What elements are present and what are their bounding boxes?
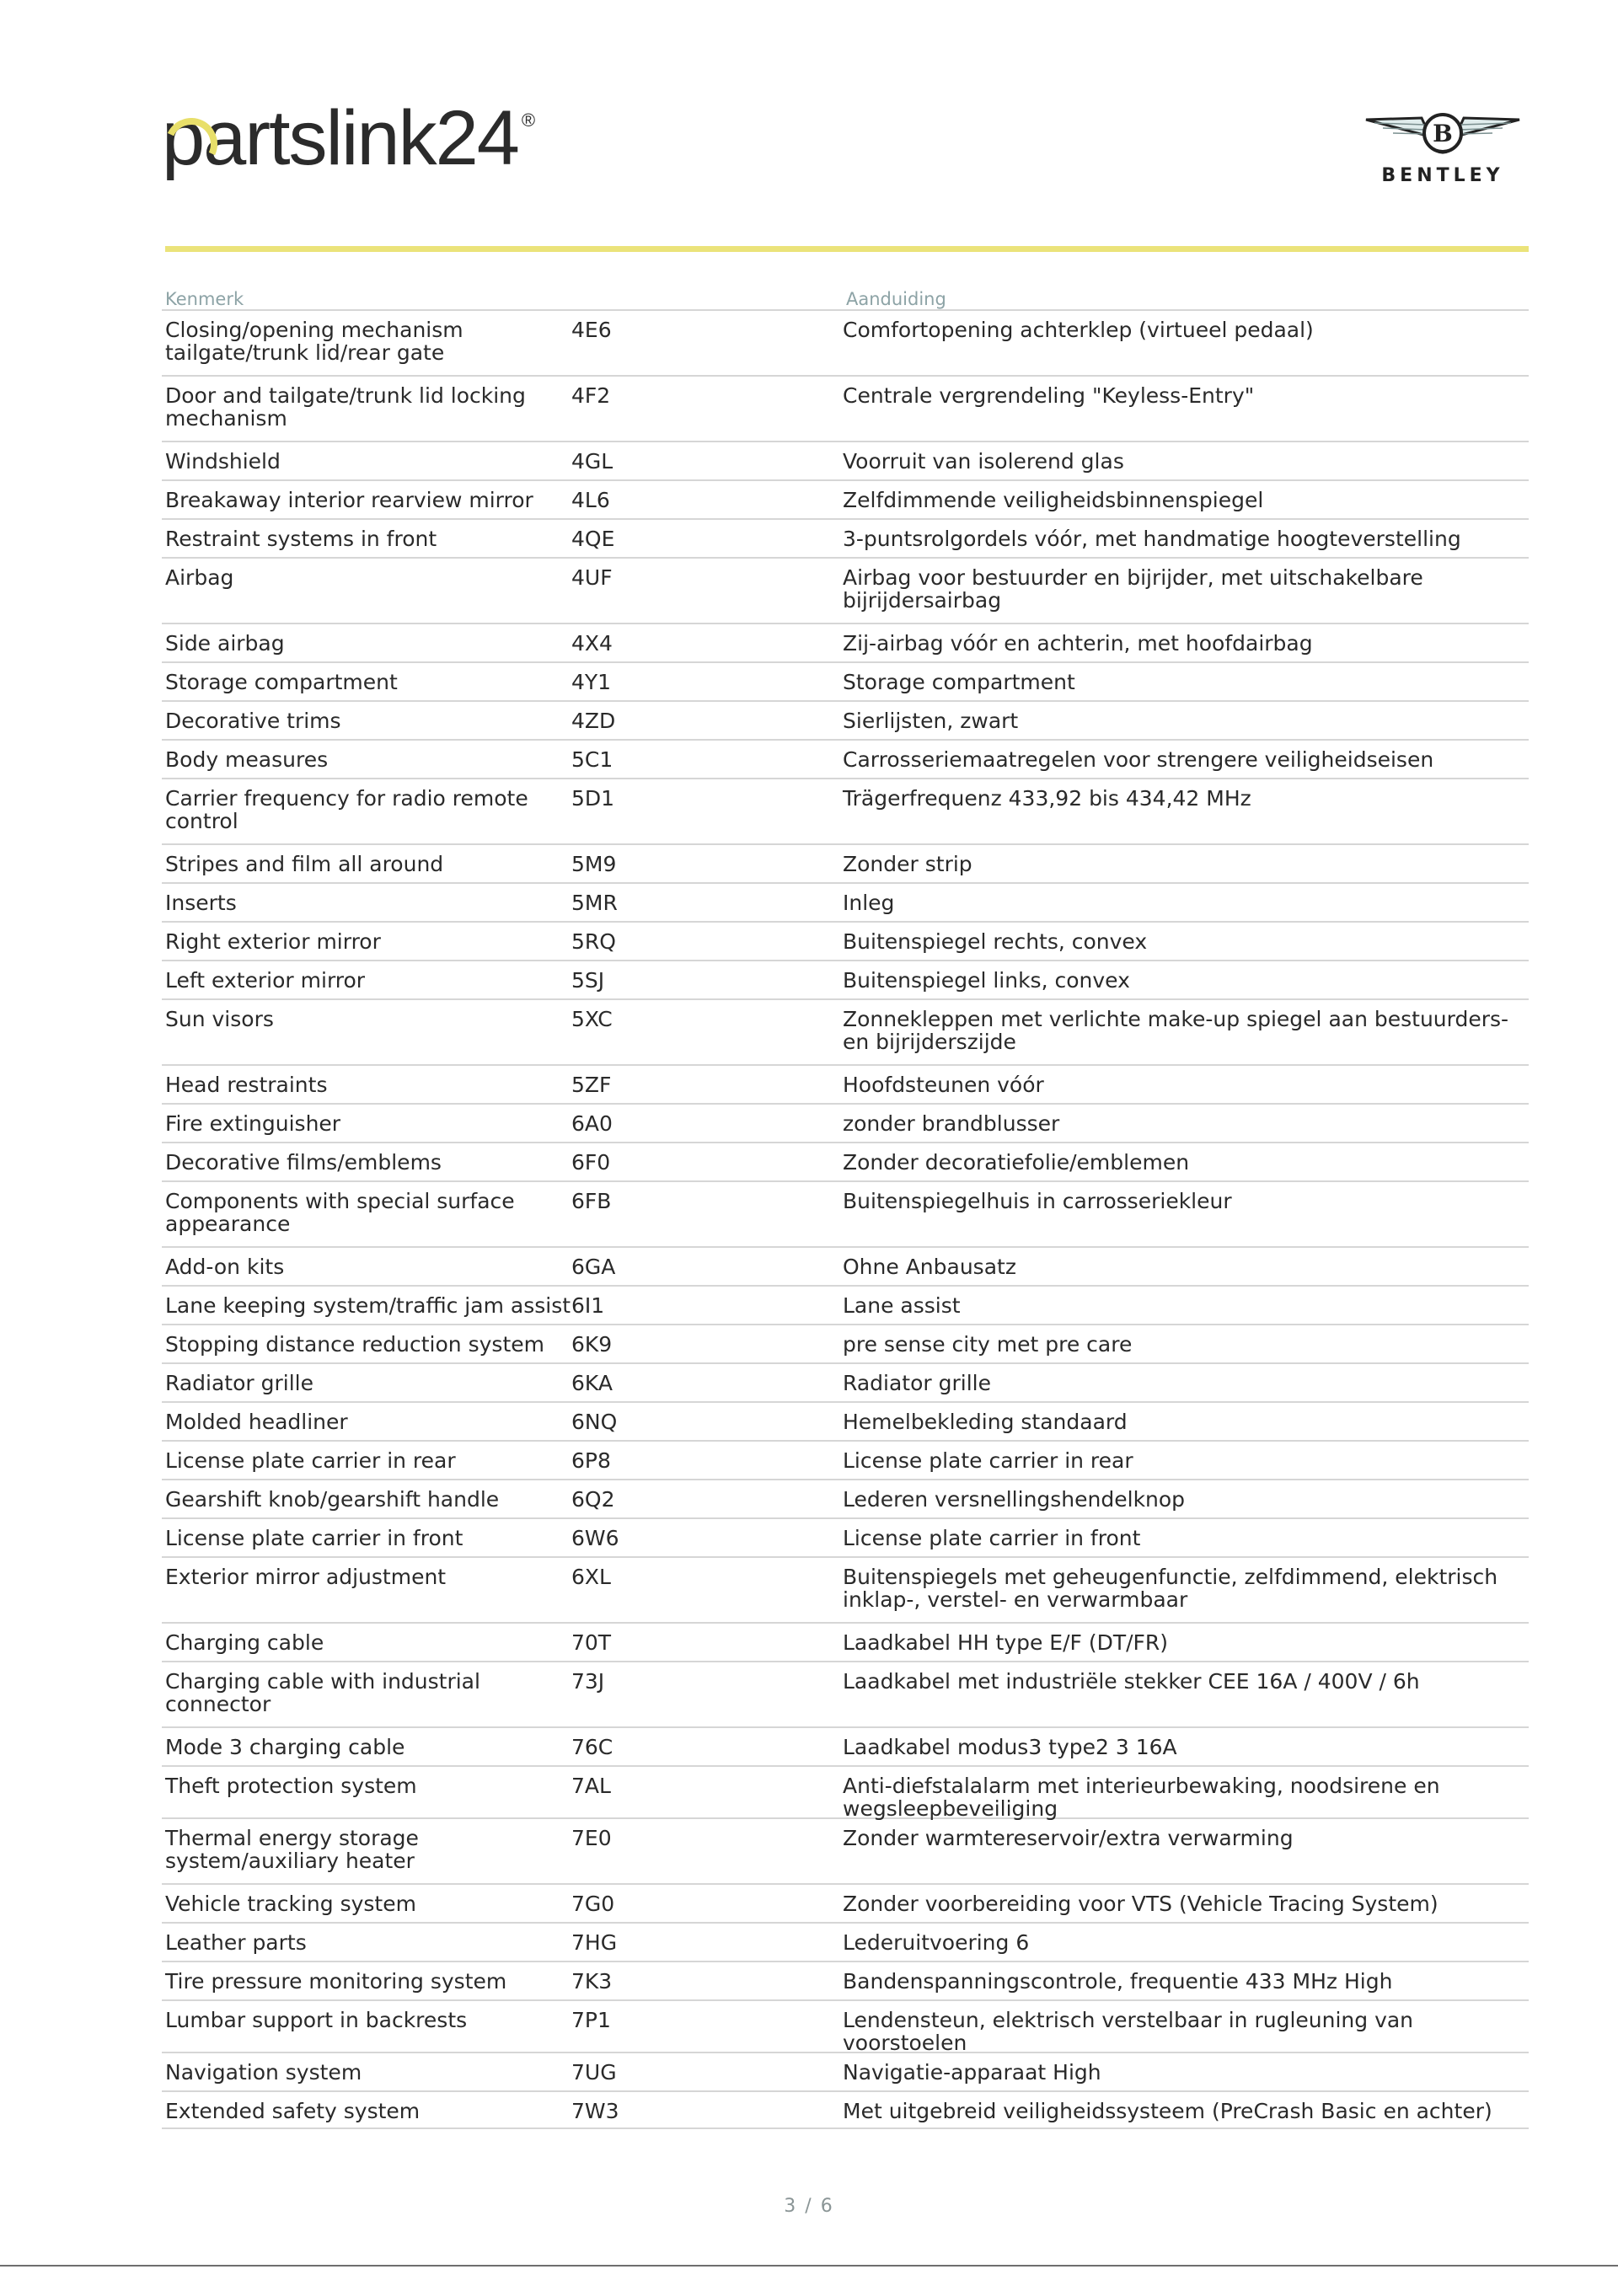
- table-row: [162, 441, 1529, 479]
- table-row: [162, 1922, 1529, 1961]
- option-code: 6GA: [571, 1255, 616, 1279]
- table-row: [162, 623, 1529, 661]
- header-divider: [165, 246, 1529, 252]
- option-code: 7HG: [571, 1930, 618, 1955]
- option-code: 6NQ: [571, 1410, 618, 1434]
- designation: Hoofdsteunen vóór: [843, 1073, 1044, 1097]
- feature-name: Theft protection system: [165, 1774, 417, 1798]
- table-row: [162, 778, 1529, 843]
- logo-wordmark: [162, 95, 534, 181]
- option-code: 7E0: [571, 1826, 612, 1850]
- feature-name: Mode 3 charging cable: [165, 1735, 405, 1759]
- designation: Zonder voorbereiding voor VTS (Vehicle Tracing System): [843, 1892, 1439, 1916]
- table-row: [162, 1103, 1529, 1142]
- brand-name: BENTLEY: [1381, 165, 1504, 186]
- designation: pre sense city met pre care: [843, 1332, 1133, 1357]
- table-row: [162, 1479, 1529, 1517]
- table-row: [162, 1661, 1529, 1726]
- table-row: [162, 1440, 1529, 1479]
- table-row: [162, 1999, 1529, 2055]
- table-row: [162, 1064, 1529, 1103]
- designation: Carrosseriemaatregelen voor strengere veiligheidseisen: [843, 747, 1434, 772]
- designation: Lendensteun, elektrisch verstelbaar in rugleuning van voorstoelen: [843, 2008, 1414, 2055]
- designation: Laadkabel HH type E/F (DT/FR): [843, 1630, 1169, 1655]
- option-code: 5RQ: [571, 929, 616, 954]
- feature-name: Closing/opening mechanism tailgate/trunk lid/rear gate: [165, 318, 463, 365]
- option-code: 6F0: [571, 1150, 611, 1175]
- registered-mark: ®: [521, 110, 534, 131]
- feature-name: Windshield: [165, 449, 281, 474]
- feature-name: Lumbar support in backrests: [165, 2008, 468, 2032]
- feature-name: Breakaway interior rearview mirror: [165, 488, 533, 512]
- feature-name: Carrier frequency for radio remote control: [165, 786, 528, 833]
- option-code: 4UF: [571, 565, 613, 590]
- option-code: 4ZD: [571, 709, 616, 733]
- table-row: [162, 882, 1529, 921]
- feature-name: License plate carrier in rear: [165, 1448, 456, 1473]
- bentley-wings-icon: [1363, 111, 1523, 158]
- option-code: 73J: [571, 1669, 605, 1694]
- feature-name: Right exterior mirror: [165, 929, 381, 954]
- table-row: [162, 661, 1529, 700]
- feature-name: Fire extinguisher: [165, 1111, 341, 1136]
- table-row: [162, 1142, 1529, 1180]
- table-row: [162, 375, 1529, 441]
- feature-name: Vehicle tracking system: [165, 1892, 416, 1916]
- bottom-rule: [0, 2265, 1618, 2267]
- designation: License plate carrier in rear: [843, 1448, 1133, 1473]
- feature-name: Decorative films/emblems: [165, 1150, 442, 1175]
- svg-text:B: B: [1433, 120, 1453, 147]
- partslink24-logo: [162, 95, 534, 209]
- table-row: [162, 1765, 1529, 1821]
- column-header-feature: Kenmerk: [165, 289, 244, 309]
- feature-name: Charging cable: [165, 1630, 324, 1655]
- feature-name: Components with special surface appearance: [165, 1189, 515, 1236]
- table-row: [162, 998, 1529, 1064]
- feature-name: Restraint systems in front: [165, 527, 437, 551]
- table-row: [162, 1362, 1529, 1401]
- option-code: 6A0: [571, 1111, 613, 1136]
- option-code: 6I1: [571, 1293, 605, 1318]
- option-code: 7AL: [571, 1774, 611, 1798]
- option-code: 7G0: [571, 1892, 615, 1916]
- feature-name: Leather parts: [165, 1930, 307, 1955]
- table-row: [162, 1180, 1529, 1246]
- table-row: [162, 843, 1529, 882]
- table-row: [162, 1517, 1529, 1556]
- option-code: 5M9: [571, 852, 617, 876]
- designation: Buitenspiegels met geheugenfunctie, zelfdimmend, elektrisch inklap-, verstel- en verwarmbaar: [843, 1565, 1498, 1612]
- designation: Laadkabel met industriële stekker CEE 16A / 400V / 6h: [843, 1669, 1420, 1694]
- table-row: [162, 1556, 1529, 1622]
- column-header-designation: Aanduiding: [846, 289, 946, 309]
- designation: Lederuitvoering 6: [843, 1930, 1030, 1955]
- feature-name: Radiator grille: [165, 1371, 313, 1395]
- designation: Buitenspiegel rechts, convex: [843, 929, 1148, 954]
- option-code: 6XL: [571, 1565, 611, 1589]
- feature-name: Tire pressure monitoring system: [165, 1969, 507, 1994]
- designation: Met uitgebreid veiligheidssysteem (PreCrash Basic en achter): [843, 2099, 1492, 2123]
- option-code: 6P8: [571, 1448, 611, 1473]
- feature-name: Thermal energy storage system/auxiliary heater: [165, 1826, 419, 1873]
- option-code: 7W3: [571, 2099, 619, 2123]
- option-code: 7P1: [571, 2008, 611, 2032]
- designation: Airbag voor bestuurder en bijrijder, met uitschakelbare bijrijdersairbag: [843, 565, 1423, 613]
- table-row: [162, 518, 1529, 557]
- designation: 3-puntsrolgordels vóór, met handmatige hoogteverstelling: [843, 527, 1461, 551]
- table-row: [162, 700, 1529, 739]
- table-row: [162, 479, 1529, 518]
- option-code: 76C: [571, 1735, 613, 1759]
- designation: Trägerfrequenz 433,92 bis 434,42 MHz: [843, 786, 1251, 811]
- table-row: [162, 960, 1529, 998]
- feature-name: Inserts: [165, 891, 237, 915]
- option-code: 6K9: [571, 1332, 613, 1357]
- designation: Laadkabel modus3 type2 3 16A: [843, 1735, 1177, 1759]
- option-code: 5MR: [571, 891, 618, 915]
- feature-name: Molded headliner: [165, 1410, 348, 1434]
- option-code: 4E6: [571, 318, 612, 342]
- table-row: [162, 739, 1529, 778]
- option-code: 6KA: [571, 1371, 613, 1395]
- table-row: [162, 1285, 1529, 1324]
- designation: Anti-diefstalalarm met interieurbewaking, noodsirene en wegsleepbeveiliging: [843, 1774, 1440, 1821]
- feature-name: Head restraints: [165, 1073, 328, 1097]
- designation: Zonnekleppen met verlichte make-up spiegel aan bestuurders- en bijrijderszijde: [843, 1007, 1509, 1054]
- designation: License plate carrier in front: [843, 1526, 1141, 1550]
- table-row: [162, 1961, 1529, 1999]
- option-code: 4QE: [571, 527, 615, 551]
- option-code: 4F2: [571, 383, 611, 408]
- feature-name: Body measures: [165, 747, 329, 772]
- designation: Buitenspiegelhuis in carrosseriekleur: [843, 1189, 1232, 1213]
- feature-name: Sun visors: [165, 1007, 274, 1031]
- option-code: 5XC: [571, 1007, 613, 1031]
- option-code: 6W6: [571, 1526, 619, 1550]
- option-code: 6Q2: [571, 1487, 615, 1512]
- feature-table: [162, 274, 1529, 2129]
- feature-name: Exterior mirror adjustment: [165, 1565, 447, 1589]
- designation: Bandenspanningscontrole, frequentie 433 MHz High: [843, 1969, 1393, 1994]
- feature-name: License plate carrier in front: [165, 1526, 463, 1550]
- table-row: [162, 557, 1529, 623]
- designation: Zonder warmtereservoir/extra verwarming: [843, 1826, 1294, 1850]
- logo-text: partslink24: [162, 95, 518, 181]
- feature-name: Door and tailgate/trunk lid locking mechanism: [165, 383, 526, 431]
- feature-name: Side airbag: [165, 631, 285, 656]
- feature-name: Navigation system: [165, 2060, 362, 2085]
- feature-name: Storage compartment: [165, 670, 398, 694]
- table-row: [162, 1726, 1529, 1765]
- option-code: 4GL: [571, 449, 613, 474]
- option-code: 4L6: [571, 488, 610, 512]
- table-row: [162, 1246, 1529, 1285]
- table-row: [162, 1401, 1529, 1440]
- designation: Navigatie-apparaat High: [843, 2060, 1101, 2085]
- designation: Zonder decoratiefolie/emblemen: [843, 1150, 1190, 1175]
- bentley-logo: [1358, 111, 1527, 186]
- option-code: 4Y1: [571, 670, 612, 694]
- designation: zonder brandblusser: [843, 1111, 1060, 1136]
- feature-name: Airbag: [165, 565, 234, 590]
- option-code: 5SJ: [571, 968, 605, 993]
- option-code: 7UG: [571, 2060, 617, 2085]
- designation: Centrale vergrendeling "Keyless-Entry": [843, 383, 1255, 408]
- option-code: 5C1: [571, 747, 613, 772]
- table-body: [162, 309, 1529, 2129]
- designation: Lane assist: [843, 1293, 961, 1318]
- feature-name: Extended safety system: [165, 2099, 421, 2123]
- feature-name: Charging cable with industrial connector: [165, 1669, 480, 1716]
- feature-name: Decorative trims: [165, 709, 341, 733]
- option-code: 6FB: [571, 1189, 612, 1213]
- designation: Comfortopening achterklep (virtueel pedaal): [843, 318, 1314, 342]
- designation: Lederen versnellingshendelknop: [843, 1487, 1186, 1512]
- table-row: [162, 2090, 1529, 2129]
- feature-name: Left exterior mirror: [165, 968, 366, 993]
- table-row: [162, 1622, 1529, 1661]
- page-number: 3 / 6: [784, 2196, 834, 2217]
- designation: Radiator grille: [843, 1371, 991, 1395]
- designation: Inleg: [843, 891, 895, 915]
- option-code: 70T: [571, 1630, 612, 1655]
- table-row: [162, 1324, 1529, 1362]
- feature-name: Gearshift knob/gearshift handle: [165, 1487, 500, 1512]
- table-row: [162, 2052, 1529, 2090]
- designation: Sierlijsten, zwart: [843, 709, 1019, 733]
- designation: Zelfdimmende veiligheidsbinnenspiegel: [843, 488, 1264, 512]
- designation: Hemelbekleding standaard: [843, 1410, 1128, 1434]
- option-code: 5ZF: [571, 1073, 612, 1097]
- feature-name: Lane keeping system/traffic jam assist: [165, 1293, 571, 1318]
- table-row: [162, 1883, 1529, 1922]
- option-code: 7K3: [571, 1969, 613, 1994]
- table-row: [162, 921, 1529, 960]
- designation: Storage compartment: [843, 670, 1075, 694]
- option-code: 4X4: [571, 631, 613, 656]
- table-row: [162, 1817, 1529, 1883]
- designation: Zonder strip: [843, 852, 972, 876]
- designation: Buitenspiegel links, convex: [843, 968, 1130, 993]
- feature-name: Add-on kits: [165, 1255, 285, 1279]
- feature-name: Stripes and film all around: [165, 852, 444, 876]
- table-row: [162, 309, 1529, 375]
- table-header: [162, 274, 1529, 309]
- designation: Ohne Anbausatz: [843, 1255, 1016, 1279]
- designation: Zij-airbag vóór en achterin, met hoofdairbag: [843, 631, 1313, 656]
- designation: Voorruit van isolerend glas: [843, 449, 1124, 474]
- option-code: 5D1: [571, 786, 615, 811]
- feature-name: Stopping distance reduction system: [165, 1332, 544, 1357]
